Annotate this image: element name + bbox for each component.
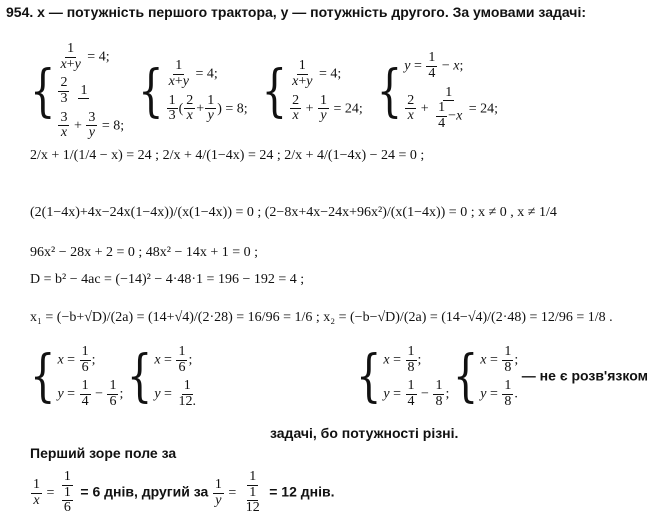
answer-line: $\frac{1}{x}$ = $\frac{1}{\frac{1}{6}}$ = 6 днів, другий за $\frac{1}{y}$ = $\frac{1}{\frac{1}{12}}$ = 12 днів. (33, 469, 335, 516)
problem-intro: x — потужність першого трактора, y — потужність другого. За умовами задачі: (37, 4, 586, 20)
system-3: { $\frac{1}{x+y}$ = 4; $\frac{2}{x}$ + $\frac{1}{y}$ = 24; (261, 58, 363, 124)
equation-line-3: (2(1−4x)+4x−24x(1−4x))/(x(1−4x)) = 0 ; (2−8x+4x−24x+96x²)/(x(1−4x)) = 0 ; x ≠ 0 , x ≠ 1/4 (30, 205, 557, 220)
systems-row (30, 42, 498, 141)
not-root-text: — не є розв'язком (521, 367, 648, 384)
solution-systems: { x = $\frac{1}{6}$ ; y = $\frac{1}{4}$ − $\frac{1}{6}$ ; { x = $\frac{1}{6}$ ; y = $\frac{1}{12.}$ { x = $\frac{1}{8}$ ; y = $\frac{1}{4}$ − $\frac{1}{8}$ ; { x = $\frac{1}{8}$ ; y = $\frac{1}{8}$ . — не є розв'язком (30, 344, 648, 410)
problem-number: 954. (6, 4, 34, 20)
equation-line-6: x₁ = (−b+√D)/(2a) = (14+√4)/(2·28) = 16/96 = 1/6 ; x₂ = (−b−√D)/(2a) = (14−√4)/(2·48) = 12/96 = 1/8 . (30, 310, 613, 325)
equation-line-4: 96x² − 28x + 2 = 0 ; 48x² − 14x + 1 = 0 ; (30, 245, 259, 260)
answer-days-1: = 6 днів, другий за (80, 483, 209, 500)
system-2: { $\frac{1}{x+y}$ = 4; $\frac{1}{3}$ ( $\frac{2}{x}$ + $\frac{1}{y}$ ) = 8; (138, 58, 248, 124)
problem-header (6, 4, 586, 20)
reason-text: задачі, бо потужності різні. (270, 425, 459, 441)
answer-days-2: = 12 днів. (269, 483, 335, 500)
equation-line-2: 2/x + 1/(1/4 − x) = 24 ; 2/x + 4/(1−4x) = 24 ; 2/x + 4/(1−4x) − 24 = 0 ; (30, 148, 425, 163)
system-4: { y = $\frac{1}{4}$ − x; $\frac{2}{x}$ + 1 $\frac{1}{4}$ −x = 24; (376, 50, 499, 132)
equation-line-5: D = b² − 4ac = (−14)² − 4·48·1 = 196 − 192 = 4 ; (30, 272, 305, 287)
system-1: { $\frac{1}{x+y}$ = 4; $\frac{2}{3}$ 1 $\frac{3}{x}$ + $\frac{3}{y}$ = 8; (30, 41, 125, 141)
answer-intro: Перший зоре поле за (30, 445, 177, 461)
